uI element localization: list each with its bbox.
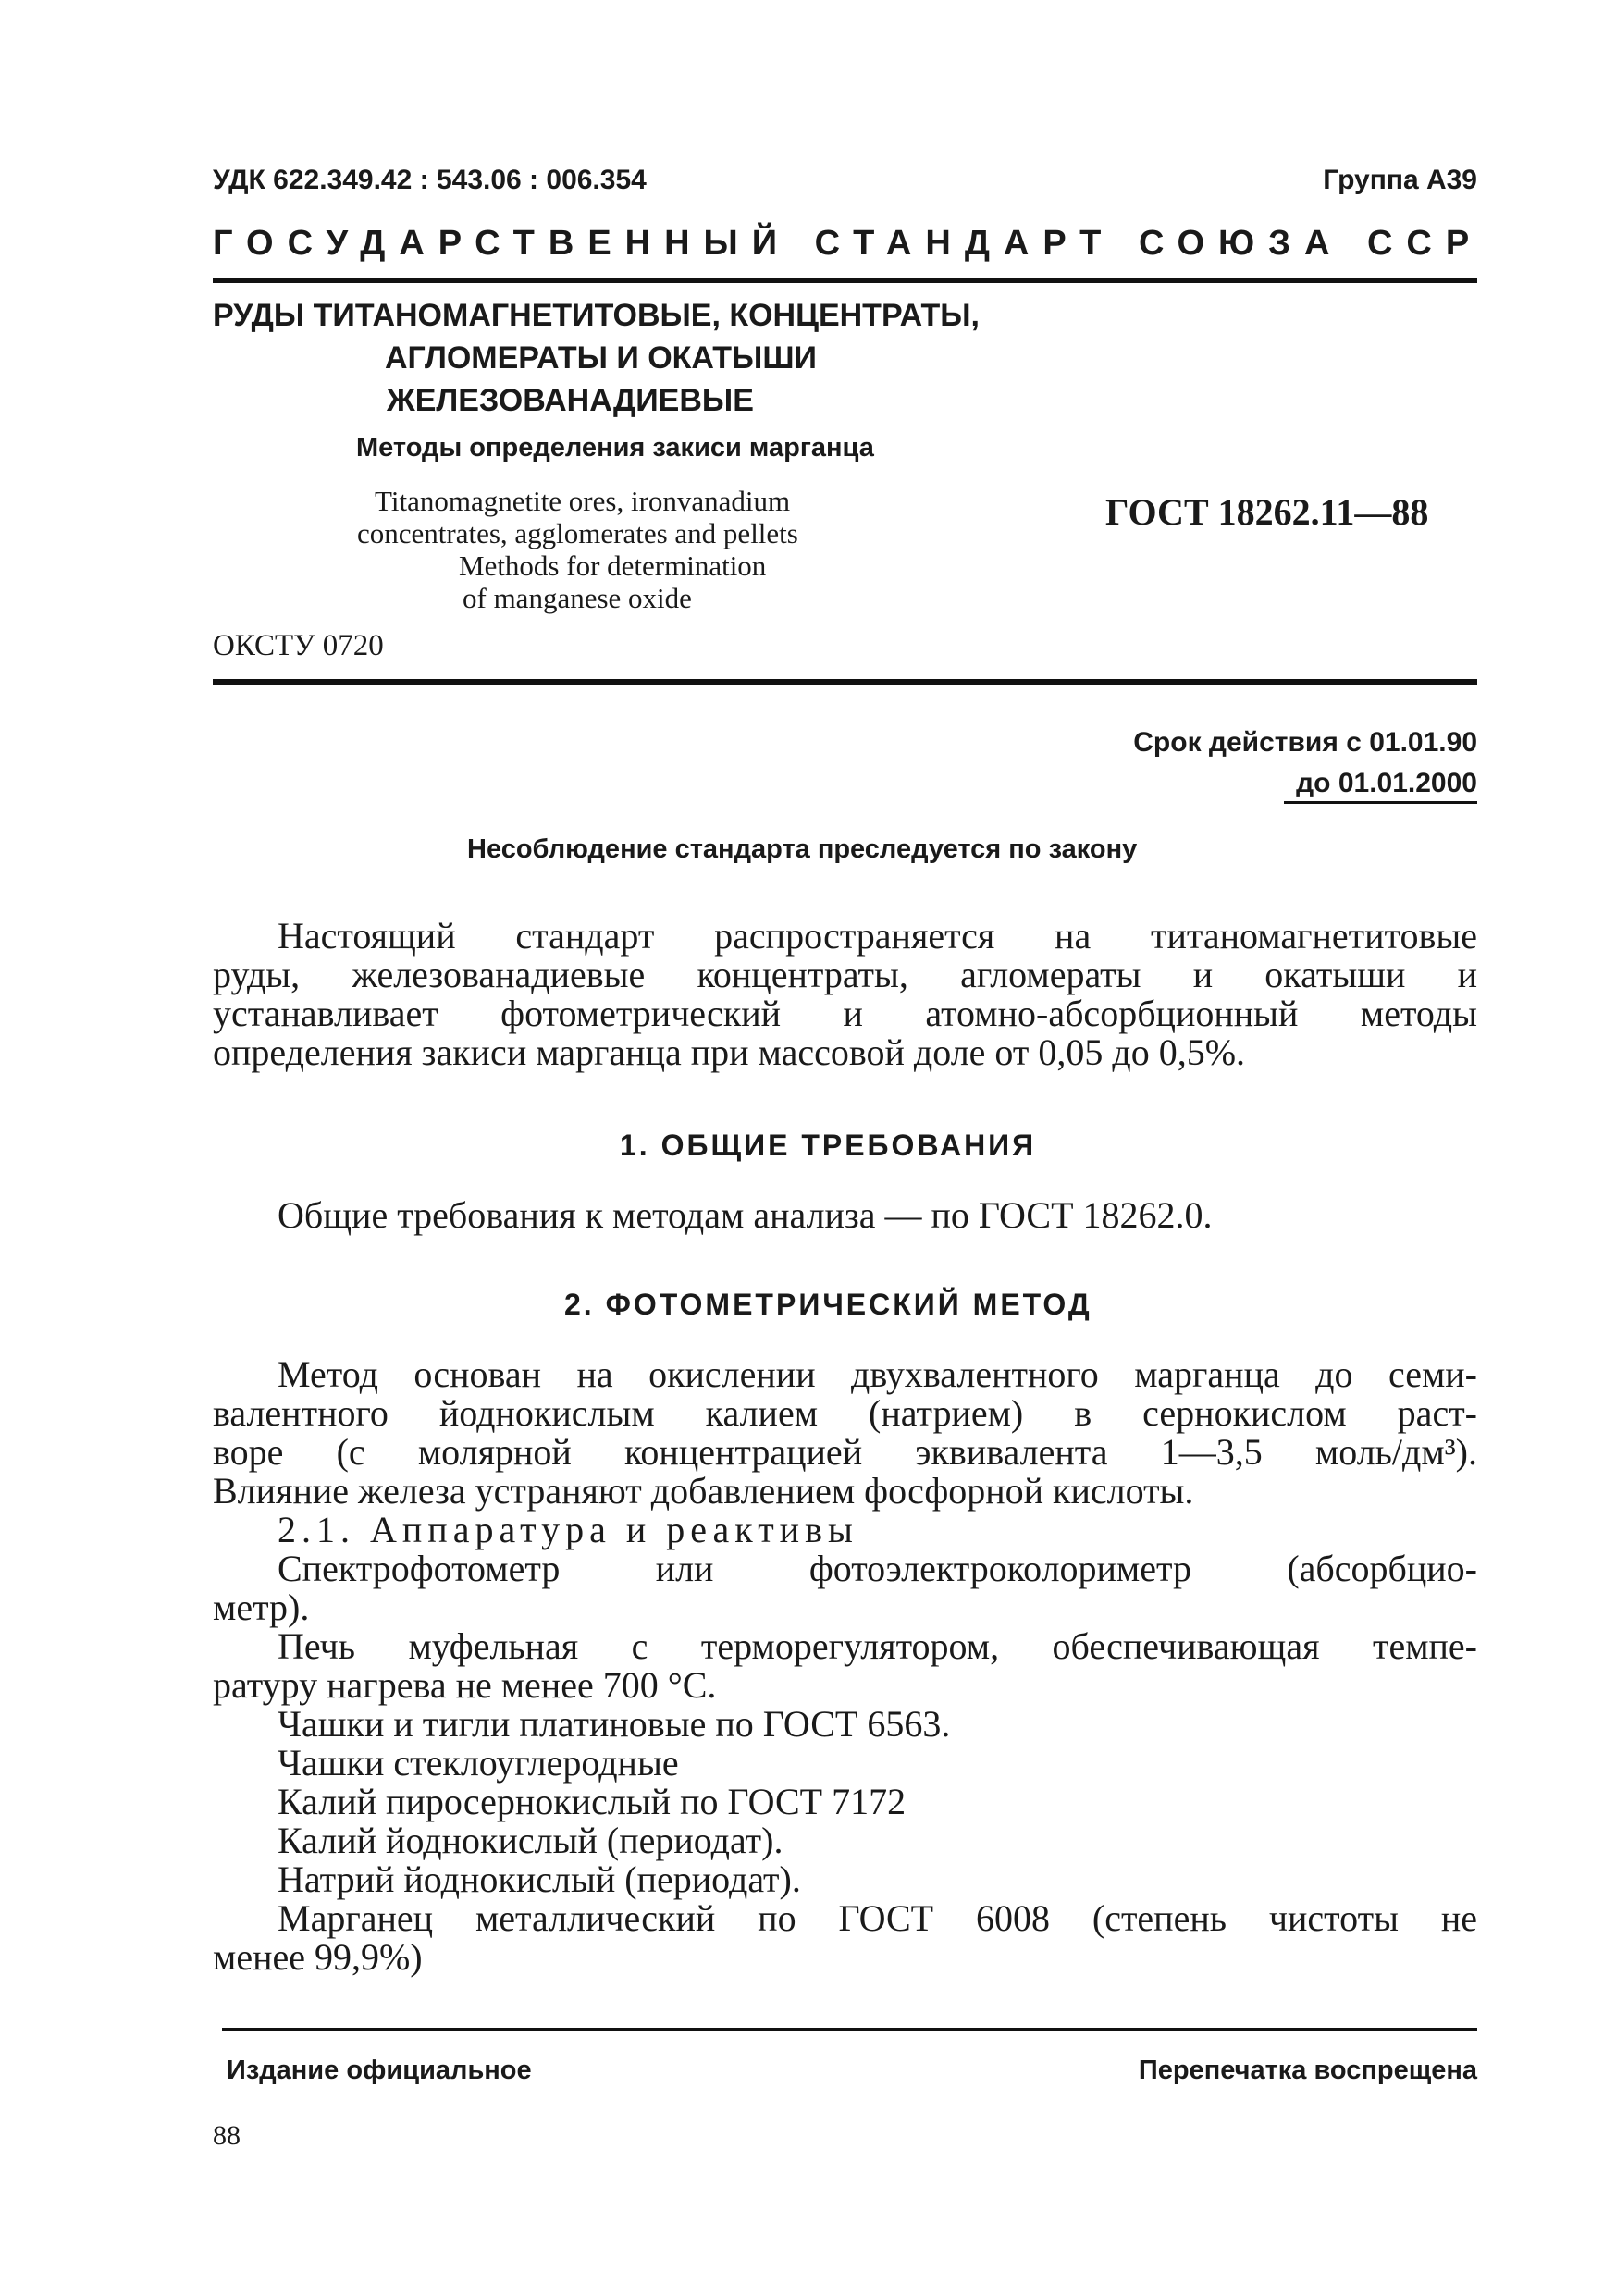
method-line-4: Влияние железа устраняют добавлением фосфорной кислоты.	[213, 1470, 1194, 1512]
footer-rule	[222, 2028, 1477, 2031]
reagent-line-9: Натрий йоднокислый (периодат).	[278, 1858, 801, 1900]
reagent-line-8: Калий йоднокислый (периодат).	[278, 1820, 783, 1861]
legal-notice: Несоблюдение стандарта преследуется по закону	[467, 834, 1138, 864]
title-line-2: АГЛОМЕРАТЫ И ОКАТЫШИ	[385, 340, 817, 376]
method-line-2: валентного йоднокислым калием (натрием) в сернокислом раст-	[213, 1392, 1477, 1434]
intro-line-1: Настоящий стандарт распространяется на титаномагнетитовые	[278, 915, 1477, 957]
section-1-text: Общие требования к методам анализа — по ГОСТ 18262.0.	[278, 1194, 1213, 1236]
section-2-heading: 2. ФОТОМЕТРИЧЕСКИЙ МЕТОД	[564, 1288, 1092, 1321]
group-code: Группа А39	[1323, 165, 1477, 195]
method-line-1: Метод основан на окислении двухвалентного марганца до семи-	[278, 1353, 1477, 1395]
section-1-heading: 1. ОБЩИЕ ТРЕБОВАНИЯ	[620, 1129, 1037, 1162]
title-line-3: ЖЕЛЕЗОВАНАДИЕВЫЕ	[387, 383, 754, 418]
footer-reprint: Перепечатка воспрещена	[1138, 2055, 1477, 2085]
reagent-line-11: менее 99,9%)	[213, 1936, 423, 1978]
validity-underline	[1284, 801, 1477, 804]
reagent-line-6: Чашки стеклоуглеродные	[278, 1742, 679, 1784]
reagent-line-3: Печь муфельная с терморегулятором, обеспечивающая темпе-	[278, 1625, 1477, 1667]
reagent-line-1: Спектрофотометр или фотоэлектроколориметр (абсорбцио-	[278, 1548, 1477, 1589]
title-line-1: РУДЫ ТИТАНОМАГНЕТИТОВЫЕ, КОНЦЕНТРАТЫ,	[213, 298, 980, 333]
title-subtitle: Методы определения закиси марганца	[356, 433, 874, 463]
validity-from: Срок действия с 01.01.90	[1133, 727, 1477, 758]
intro-line-3: устанавливает фотометрический и атомно-абсорбционный методы	[213, 993, 1477, 1034]
header-rule	[213, 278, 1477, 283]
reagent-line-5: Чашки и тигли платиновые по ГОСТ 6563.	[278, 1703, 951, 1745]
okstu-code: ОКСТУ 0720	[213, 629, 384, 662]
reagent-line-7: Калий пиросернокислый по ГОСТ 7172	[278, 1781, 907, 1822]
gost-number: ГОСТ 18262.11—88	[1105, 491, 1429, 533]
state-standard-banner: ГОСУДАРСТВЕННЫЙ СТАНДАРТ СОЮЗА ССР	[213, 224, 1484, 263]
title-rule	[213, 679, 1477, 685]
reagent-line-10: Марганец металлический по ГОСТ 6008 (степень чистоты не	[278, 1897, 1477, 1939]
udc-code: УДК 622.349.42 : 543.06 : 006.354	[213, 165, 647, 195]
english-title-line-2: concentrates, agglomerates and pellets	[357, 517, 798, 549]
reagent-line-4: ратуру нагрева не менее 700 °С.	[213, 1664, 717, 1706]
english-title-line-4: of manganese oxide	[463, 582, 692, 614]
subsection-2-1-heading: 2.1. Аппаратура и реактивы	[278, 1509, 858, 1550]
method-line-3: воре (с молярной концентрацией эквивалента 1—3,5 моль/дм³).	[213, 1431, 1477, 1473]
english-title-line-3: Methods for determination	[459, 549, 767, 582]
intro-line-2: руды, железованадиевые концентраты, агломераты и окатыши и	[213, 954, 1477, 995]
footer-edition: Издание официальное	[227, 2055, 532, 2085]
page-number: 88	[213, 2120, 241, 2151]
validity-to: до 01.01.2000	[1296, 768, 1477, 798]
english-title-line-1: Titanomagnetite ores, ironvanadium	[375, 485, 791, 517]
intro-line-4: определения закиси марганца при массовой доле от 0,05 до 0,5%.	[213, 1031, 1246, 1073]
reagent-line-2: метр).	[213, 1586, 310, 1628]
